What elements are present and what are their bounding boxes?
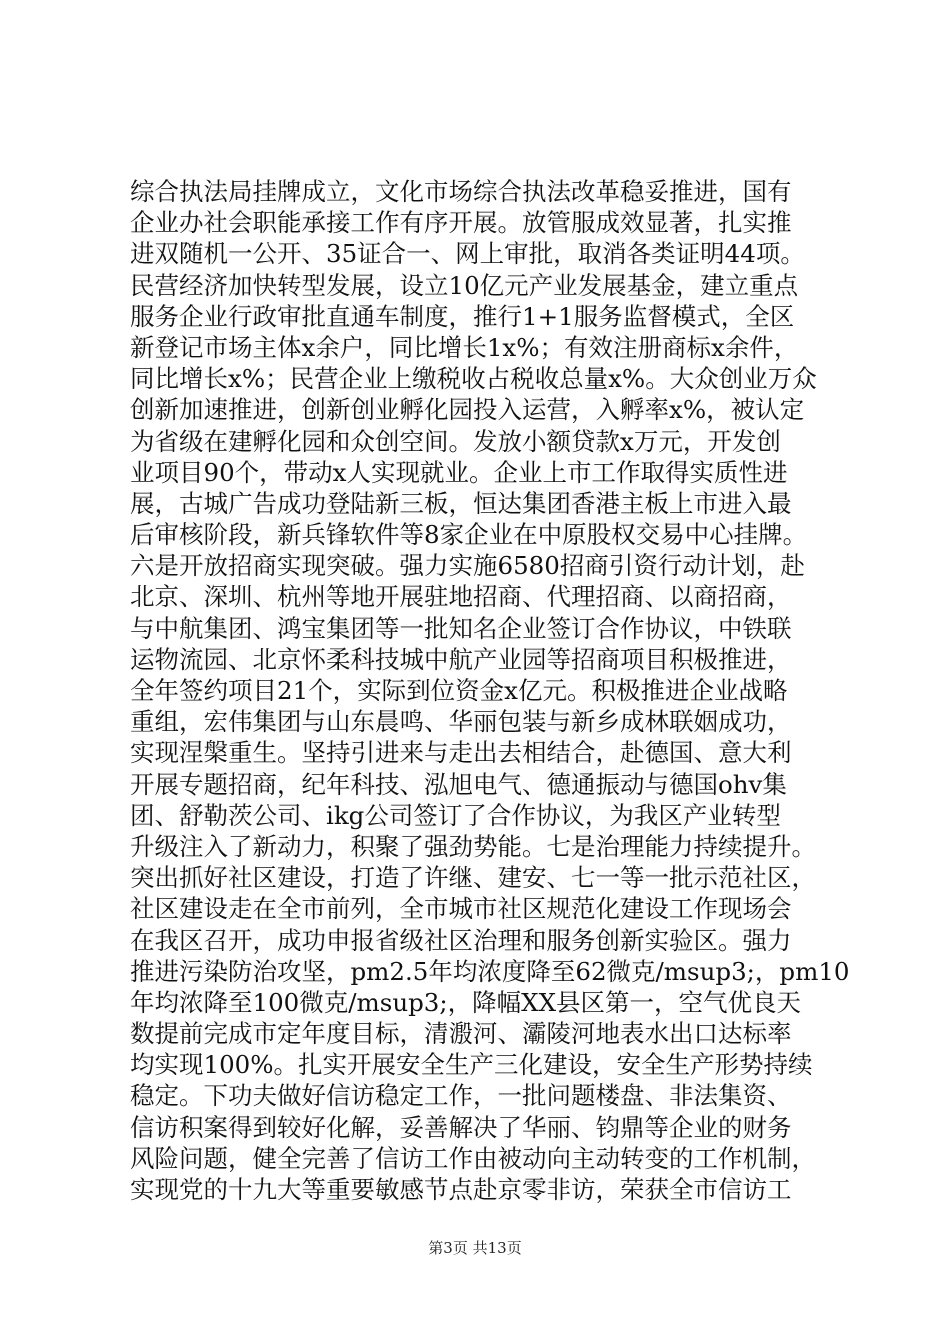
text-line: 综合执法局挂牌成立，文化市场综合执法改革稳妥推进，国有	[130, 177, 792, 206]
text-line: 六是开放招商实现突破。强力实施6580招商引资行动计划，赴	[130, 551, 805, 581]
text-line: 数提前完成市定年度目标，清溵河、灞陵河地表水出口达标率	[130, 1019, 792, 1049]
text-line: 团、舒勒茨公司、ikg公司签订了合作协议，为我区产业转型	[130, 800, 781, 830]
text-line: 信访积案得到较好化解，妥善解决了华丽、钧鼎等企业的财务	[130, 1112, 792, 1142]
text-line: 同比增长x%；民营企业上缴税收占税收总量x%。大众创业万众	[130, 364, 817, 394]
text-line: 后审核阶段，新兵锋软件等8家企业在中原股权交易中心挂牌。	[130, 520, 808, 550]
text-line: 风险问题，健全完善了信访工作由被动向主动转变的工作机制，	[130, 1143, 816, 1173]
text-line: 实现党的十九大等重要敏感节点赴京零非访，荣获全市信访工	[130, 1175, 792, 1204]
text-line: 实现涅槃重生。坚持引进来与走出去相结合，赴德国、意大利	[130, 738, 792, 768]
text-line: 推进污染防治攻坚，pm2.5年均浓度降至62微克/msup3;，pm10	[130, 956, 850, 986]
text-line: 创新加速推进，创新创业孵化园投入运营，入孵率x%，被认定	[130, 395, 805, 425]
text-line: 为省级在建孵化园和众创空间。发放小额贷款x万元，开发创	[130, 426, 781, 456]
text-line: 稳定。下功夫做好信访稳定工作，一批问题楼盘、非法集资、	[130, 1081, 792, 1111]
body-paragraph	[130, 176, 850, 1205]
text-line: 均实现100%。扎实开展安全生产三化建设，安全生产形势持续	[130, 1050, 813, 1080]
text-line: 服务企业行政审批直通车制度，推行1+1服务监督模式，全区	[130, 301, 795, 331]
text-line: 全年签约项目21个，实际到位资金x亿元。积极推进企业战略	[130, 676, 788, 705]
text-line: 在我区召开，成功申报省级社区治理和服务创新实验区。强力	[130, 925, 792, 955]
text-line: 北京、深圳、杭州等地开展驻地招商、代理招商、以商招商，	[130, 582, 792, 612]
text-line: 社区建设走在全市前列，全市城市社区规范化建设工作现场会	[130, 894, 792, 924]
text-line: 展，古城广告成功登陆新三板，恒达集团香港主板上市进入最	[130, 488, 792, 518]
text-line: 运物流园、北京怀柔科技城中航产业园等招商项目积极推进，	[130, 644, 792, 674]
text-line: 升级注入了新动力，积聚了强劲势能。七是治理能力持续提升。	[130, 831, 816, 861]
text-line: 进双随机一公开、35证合一、网上审批，取消各类证明44项。	[130, 239, 805, 269]
text-line: 与中航集团、鸿宝集团等一批知名企业签订合作协议，中铁联	[130, 613, 792, 643]
text-line: 业项目90个，带动x人实现就业。企业上市工作取得实质性进	[130, 457, 788, 487]
page-footer: 第3页 共13页	[428, 1239, 522, 1257]
text-line: 突出抓好社区建设，打造了许继、建安、七一等一批示范社区，	[130, 863, 816, 893]
text-line: 重组，宏伟集团与山东晨鸣、华丽包装与新乡成林联姻成功，	[130, 707, 792, 737]
text-line: 年均浓降至100微克/msup3;，降幅XX县区第一，空气优良天	[130, 987, 802, 1017]
text-line: 新登记市场主体x余户，同比增长1x%；有效注册商标x余件，	[130, 332, 799, 362]
text-line: 民营经济加快转型发展，设立10亿元产业发展基金，建立重点	[130, 270, 799, 300]
text-line: 企业办社会职能承接工作有序开展。放管服成效显著，扎实推	[130, 208, 792, 238]
text-line: 开展专题招商，纪年科技、泓旭电气、德通振动与德国ohv集	[130, 769, 787, 799]
